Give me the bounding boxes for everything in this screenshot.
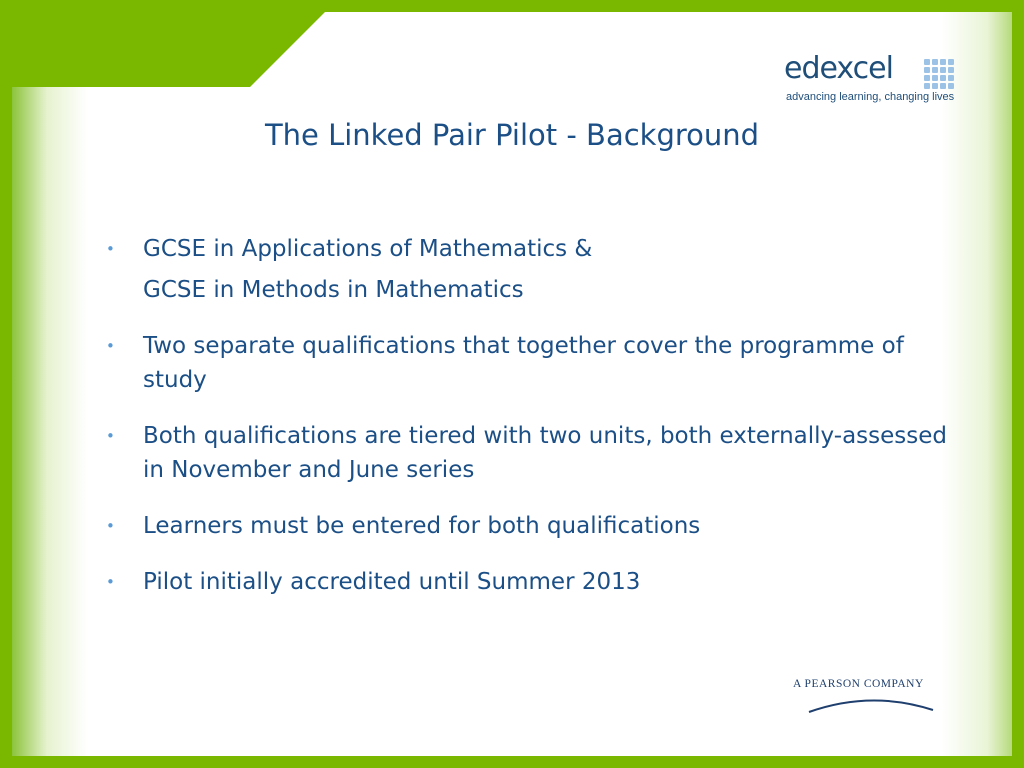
bullet-item (102, 565, 952, 599)
pearson-logo (791, 678, 955, 718)
bullet-icon: • (106, 337, 115, 355)
logo-wordmark: edexcel (784, 51, 893, 86)
bullet-text: Learners must be entered for both qualifications (143, 513, 701, 539)
dot-grid-icon (924, 59, 954, 89)
bullet-list (102, 232, 952, 621)
bullet-item (102, 509, 952, 543)
bullet-text: Both qualifications are tiered with two units, both externally-assessed in November and June series (143, 423, 947, 483)
edexcel-logo (784, 51, 955, 107)
bullet-icon: • (106, 427, 115, 445)
logo-tagline: advancing learning, changing lives (786, 91, 955, 103)
bullet-item (102, 232, 952, 307)
bullet-text: Pilot initially accredited until Summer 2013 (143, 569, 641, 595)
swoosh-icon (807, 696, 935, 714)
pearson-wordmark: A PEARSON COMPANY (793, 678, 924, 690)
slide-title: The Linked Pair Pilot - Background (264, 118, 760, 152)
bullet-item (102, 419, 952, 487)
bullet-icon: • (106, 517, 115, 535)
bullet-text: Two separate qualifications that together cover the programme of study (143, 333, 904, 393)
bullet-text: GCSE in Methods in Mathematics (143, 277, 524, 303)
bullet-icon: • (106, 573, 115, 591)
bullet-icon: • (106, 240, 115, 258)
bullet-item (102, 329, 952, 397)
bullet-text: GCSE in Applications of Mathematics & (143, 236, 593, 262)
